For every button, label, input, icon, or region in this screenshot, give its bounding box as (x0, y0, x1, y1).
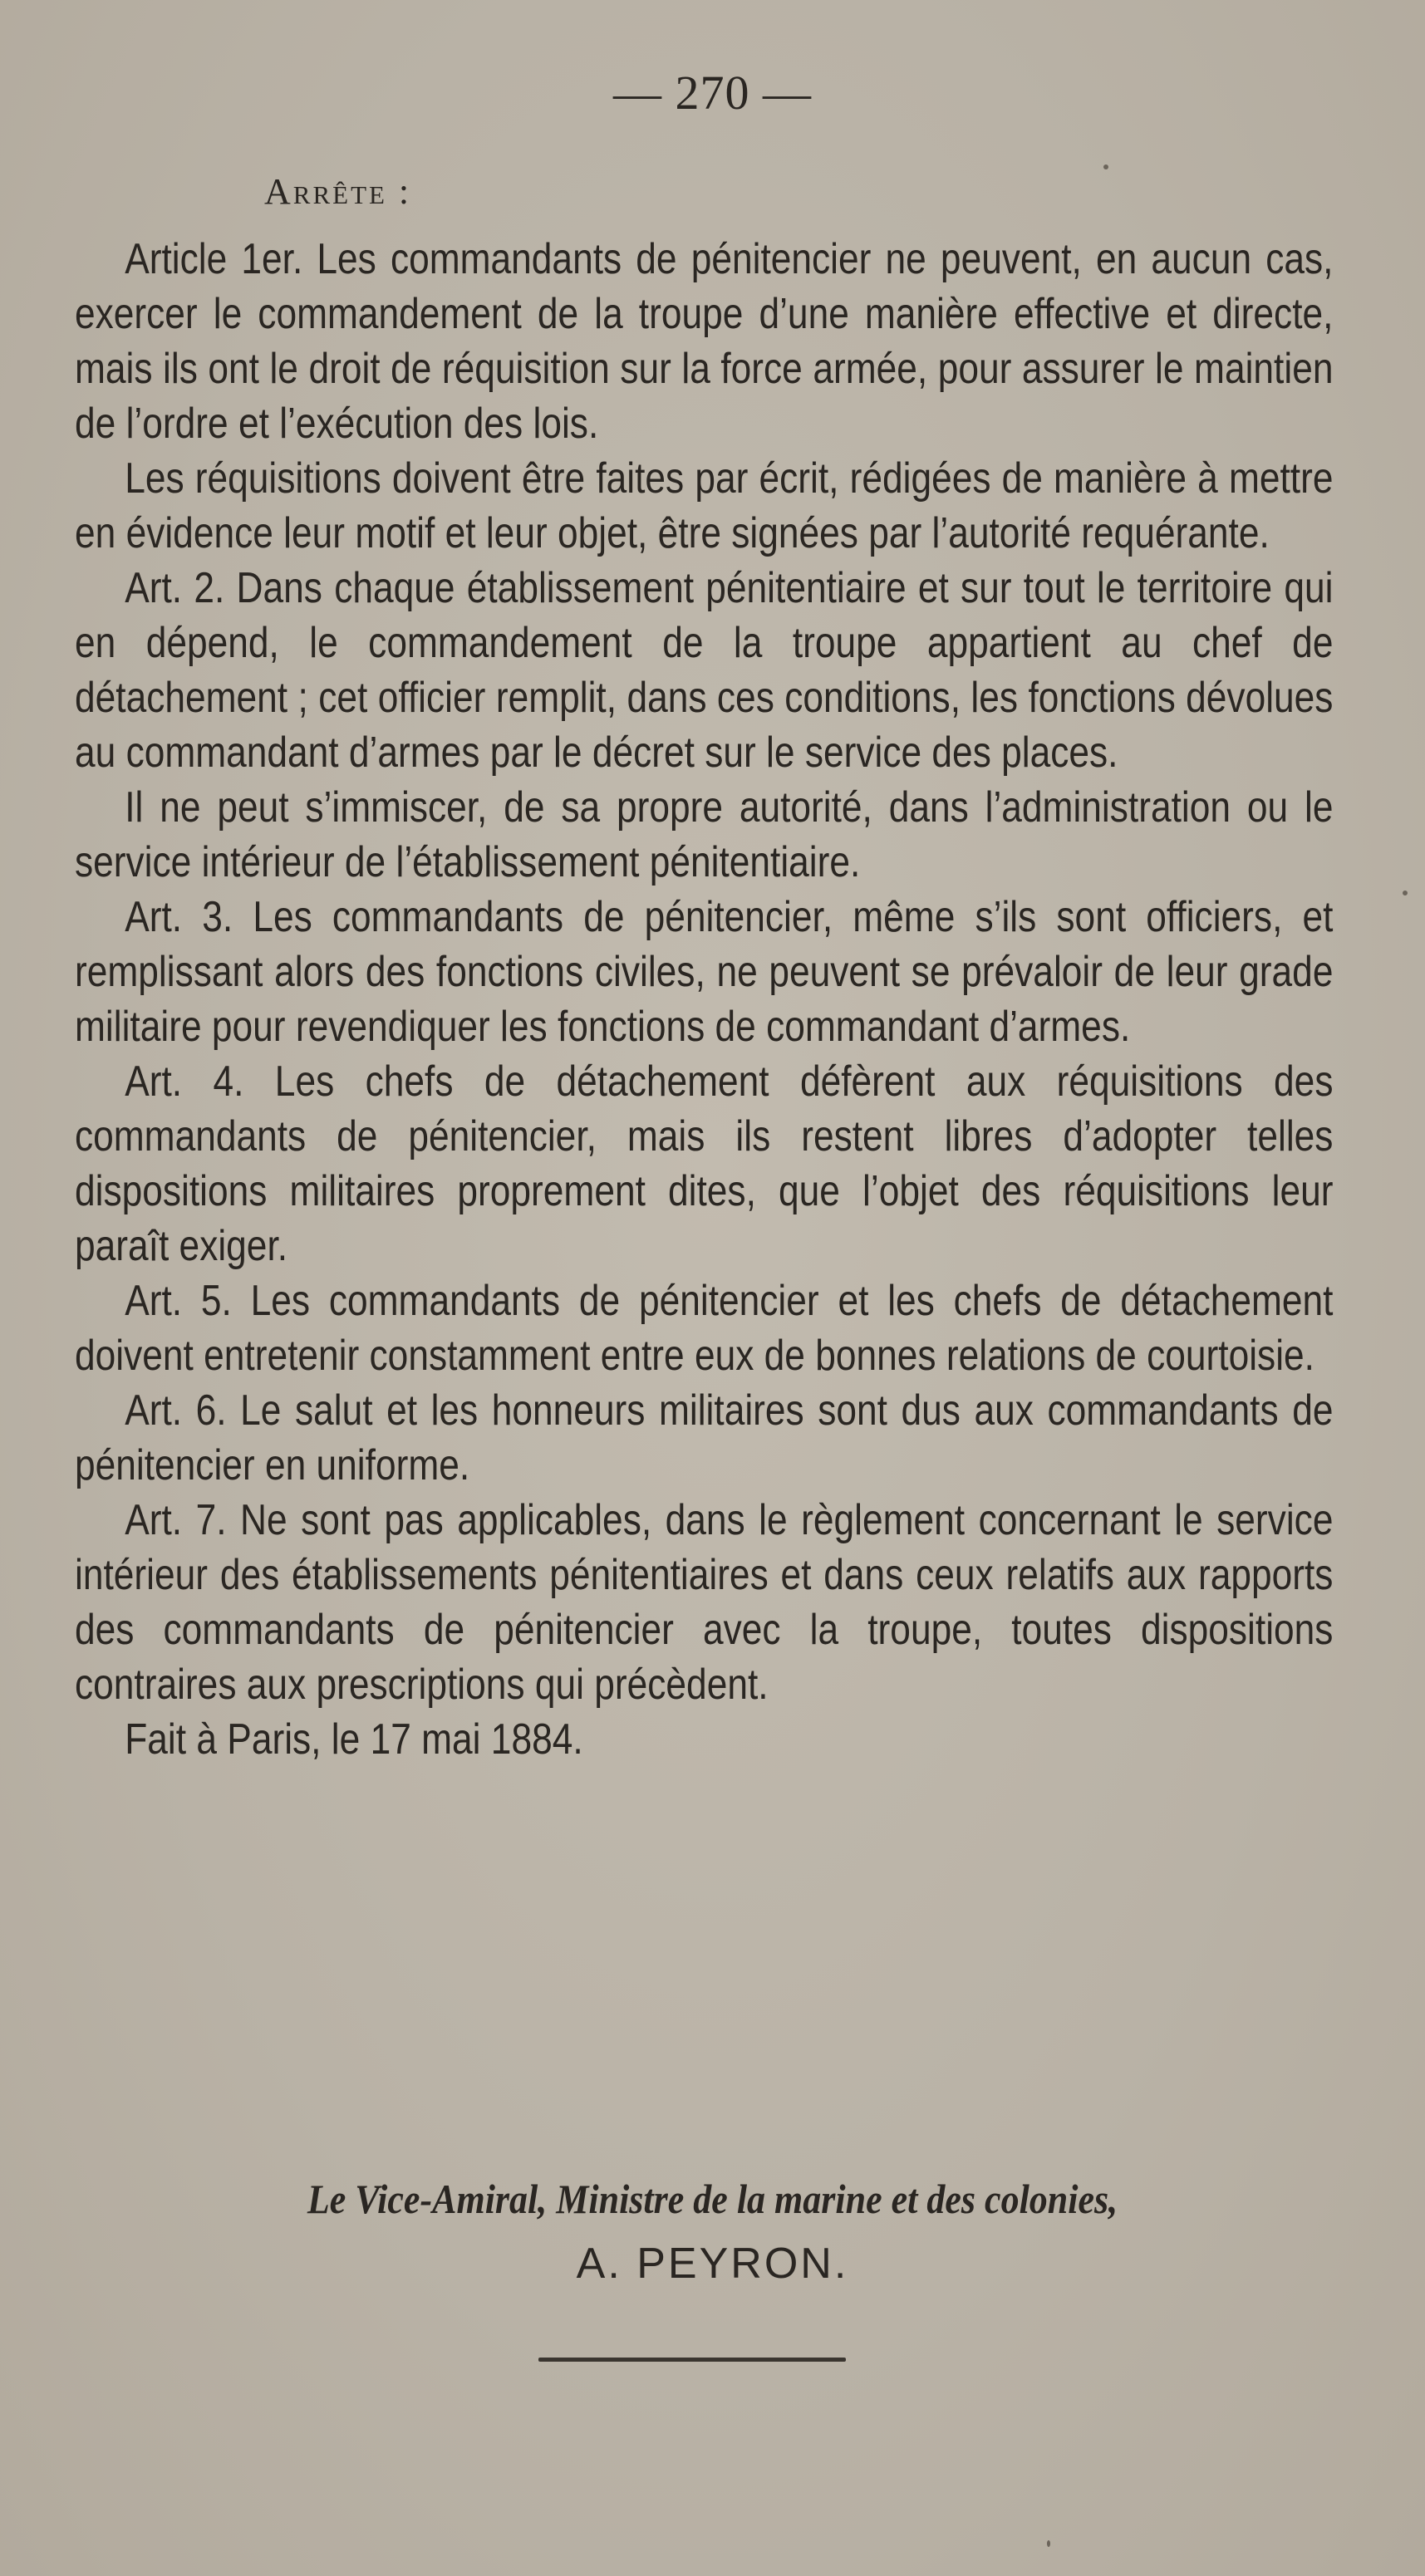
paper-speck (1403, 891, 1408, 895)
article-4-paragraph: Art. 4. Les chefs de détachement défèrent aux réquisitions des commandants de pénitencier, mais ils restent libres d’adopter telles dispositions militaires proprement dites, que l’objet des réquisitions leur paraît exiger. (75, 1057, 1334, 1269)
signature-name: A. PEYRON. (576, 2240, 849, 2288)
article-5-paragraph: Art. 5. Les commandants de pénitencier et les chefs de détachement doivent entretenir constamment entre eux de bonnes relations de courtoisie. (75, 1276, 1334, 1379)
closing-rule (538, 2358, 846, 2362)
article-2-paragraph: Art. 2. Dans chaque établissement pénitentiaire et sur tout le territoire qui en dépend, le commandement de la troupe appartient au chef de détachement ; cet officier remplit, dans ces conditions, les fonctions dévolues au commandant d’armes par le décret sur le service des places. (75, 563, 1334, 776)
page-number: — 270 — (613, 66, 812, 120)
article-1-paragraph: Article 1er. Les commandants de pénitencier ne peuvent, en aucun cas, exercer le commandement de la troupe d’une manière effective et directe, mais ils ont le droit de réquisition sur la force armée, pour assurer le maintien de l’ordre et l’exécution des lois. (75, 234, 1334, 447)
date-line: Fait à Paris, le 17 mai 1884. (125, 1715, 583, 1763)
article-3-paragraph: Art. 3. Les commandants de pénitencier, même s’ils sont officiers, et remplissant alors des fonctions civiles, ne peuvent se prévaloir de leur grade militaire pour revendiquer les fonctions de commandant d’armes. (75, 892, 1334, 1050)
paper-speck (1047, 2540, 1050, 2547)
decree-heading: Arrête : (264, 171, 412, 212)
article-2-continuation-paragraph: Il ne peut s’immiscer, de sa propre autorité, dans l’administration ou le service intérieur de l’établissement pénitentiaire. (75, 783, 1334, 886)
signature-title: Le Vice-Amiral, Ministre de la marine et des colonies, (307, 2176, 1118, 2222)
paper-speck (1103, 164, 1108, 169)
document-body (75, 231, 1333, 1766)
article-1-requisitions-paragraph: Les réquisitions doivent être faites par écrit, rédigées de manière à mettre en évidence leur motif et leur objet, être signées par l’autorité requérante. (75, 454, 1334, 557)
article-6-paragraph: Art. 6. Le salut et les honneurs militaires sont dus aux commandants de pénitencier en uniforme. (75, 1386, 1334, 1489)
article-7-paragraph: Art. 7. Ne sont pas applicables, dans le règlement concernant le service intérieur des établissements pénitentiaires et dans ceux relatifs aux rapports des commandants de pénitencier avec la troupe, toutes dispositions contraires aux prescriptions qui précèdent. (75, 1495, 1334, 1708)
